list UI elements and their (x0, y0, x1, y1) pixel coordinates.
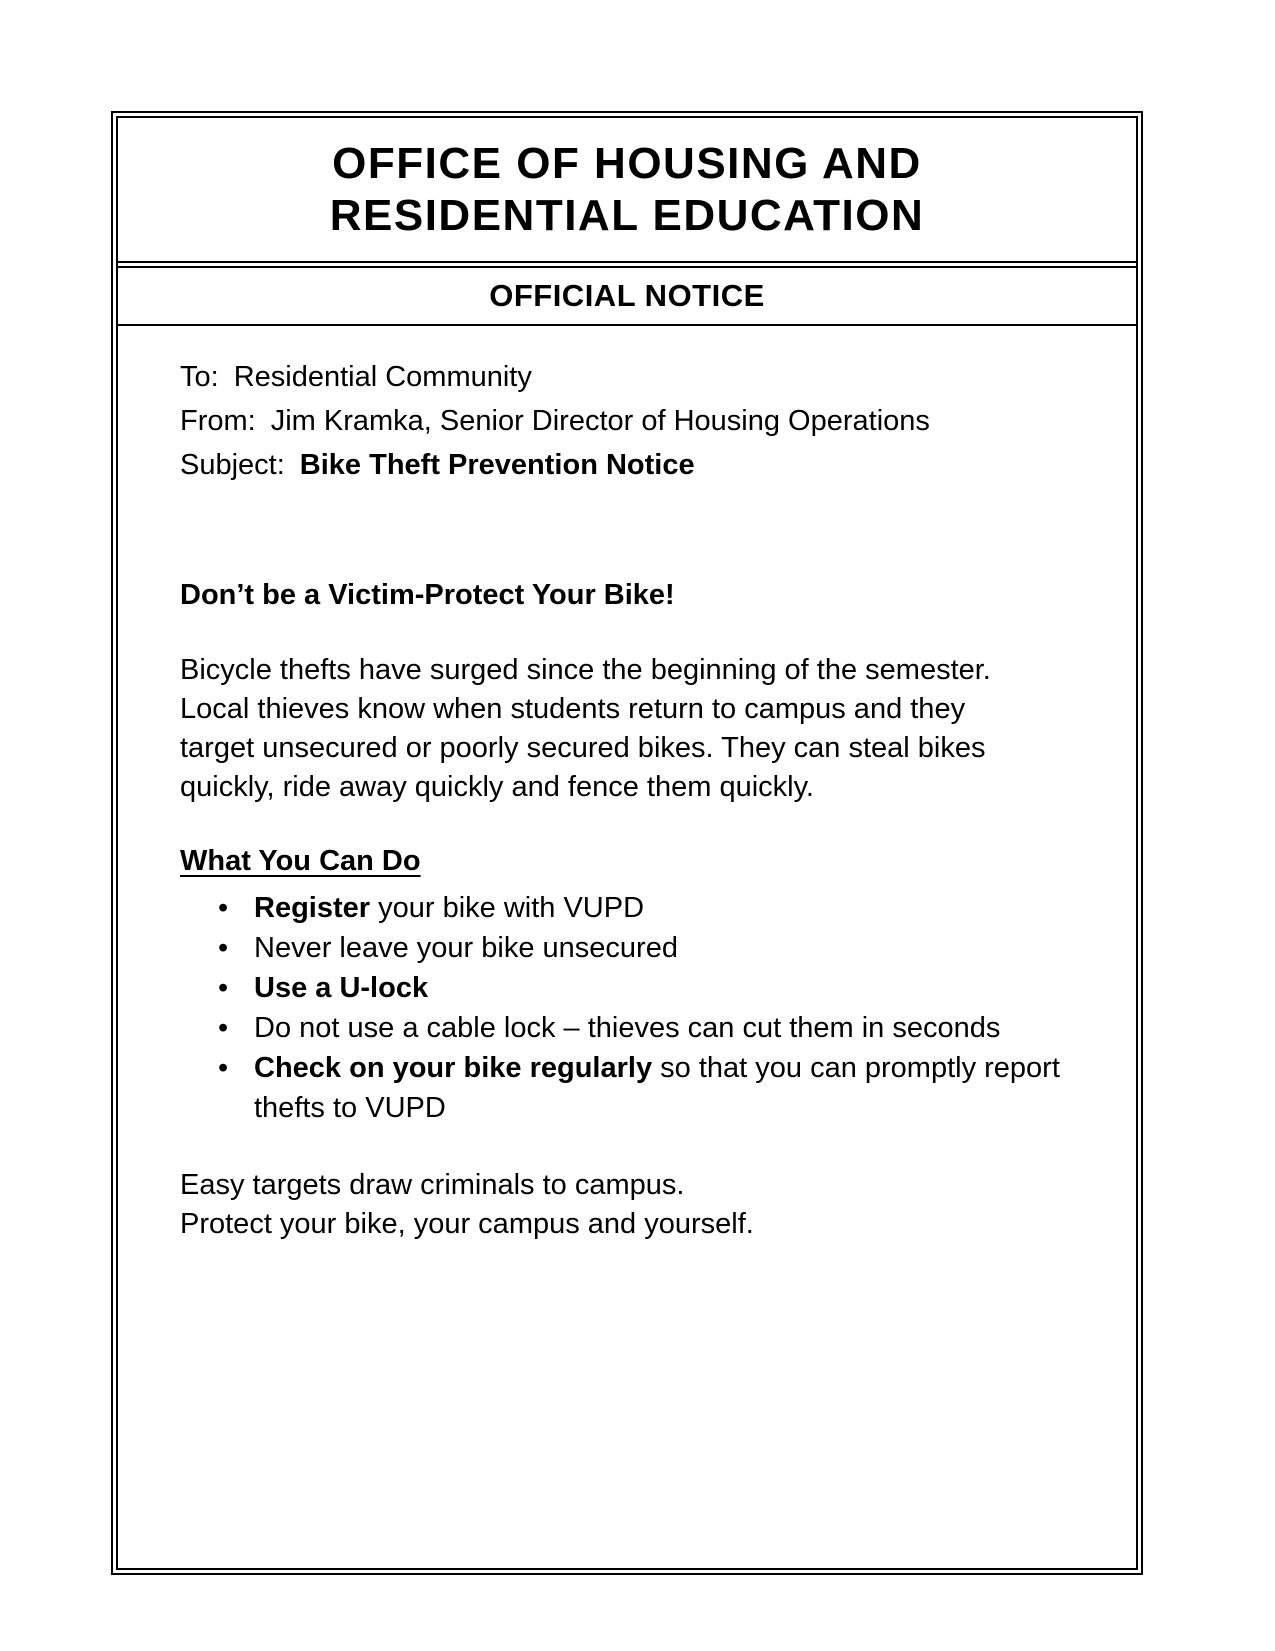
memo-to-label: To: (180, 361, 219, 393)
memo-subject-line (180, 446, 1086, 485)
memo-from-value: Jim Kramka, Senior Director of Housing Operations (270, 405, 930, 437)
bullet-item-never-leave (254, 928, 1060, 968)
bullet-text: Do not use a cable lock – thieves can cut them in seconds (254, 1012, 1001, 1044)
memo-header (180, 358, 1086, 485)
notice-title-line-2: RESIDENTIAL EDUCATION (329, 190, 925, 240)
notice-header (118, 118, 1136, 268)
memo-subject-label: Subject: (180, 449, 285, 481)
bullet-item-register (254, 888, 1060, 928)
bullet-text: Never leave your bike unsecured (254, 932, 678, 964)
official-notice-banner: OFFICIAL NOTICE (118, 268, 1136, 326)
list-heading (180, 841, 1086, 882)
bullet-text: so that you can promptly report thefts to VUPD (254, 1052, 1060, 1124)
notice-title-line-1: OFFICE OF HOUSING AND (332, 138, 922, 188)
intro-paragraph-line: Local thieves know when students return to campus and they (180, 693, 966, 725)
notice-body (118, 326, 1136, 1244)
headline: Don’t be a Victim-Protect Your Bike! (180, 579, 675, 611)
memo-to-value: Residential Community (233, 361, 532, 393)
intro-paragraph (180, 651, 1086, 807)
bullet-item-cable-lock (254, 1008, 1060, 1048)
notice-box (111, 111, 1143, 1575)
bullet-item-check-regularly (254, 1048, 1060, 1128)
intro-paragraph-line: Bicycle thefts have surged since the beginning of the semester. (180, 654, 991, 686)
memo-from-label: From: (180, 405, 256, 437)
intro-paragraph-line: quickly, ride away quickly and fence them quickly. (180, 771, 814, 803)
bullet-text: your bike with VUPD (370, 892, 645, 924)
intro-paragraph-line: target unsecured or poorly secured bikes. They can steal bikes (180, 732, 986, 764)
bullet-bold-text: Register (254, 892, 371, 924)
list-heading-text: What You Can Do (180, 845, 421, 877)
closing (180, 1166, 1086, 1244)
bullet-item-u-lock (254, 968, 1060, 1008)
memo-from-line (180, 402, 1086, 441)
memo-to-line (180, 358, 1086, 397)
closing-line-1: Easy targets draw criminals to campus. (180, 1169, 685, 1201)
closing-line-2: Protect your bike, your campus and yourself. (180, 1208, 754, 1240)
bullet-bold-text: Use a U-lock (254, 972, 429, 1004)
bullet-bold-text: Check on your bike regularly (254, 1052, 653, 1084)
memo-subject-value: Bike Theft Prevention Notice (299, 449, 695, 481)
bullet-list (180, 888, 1060, 1128)
